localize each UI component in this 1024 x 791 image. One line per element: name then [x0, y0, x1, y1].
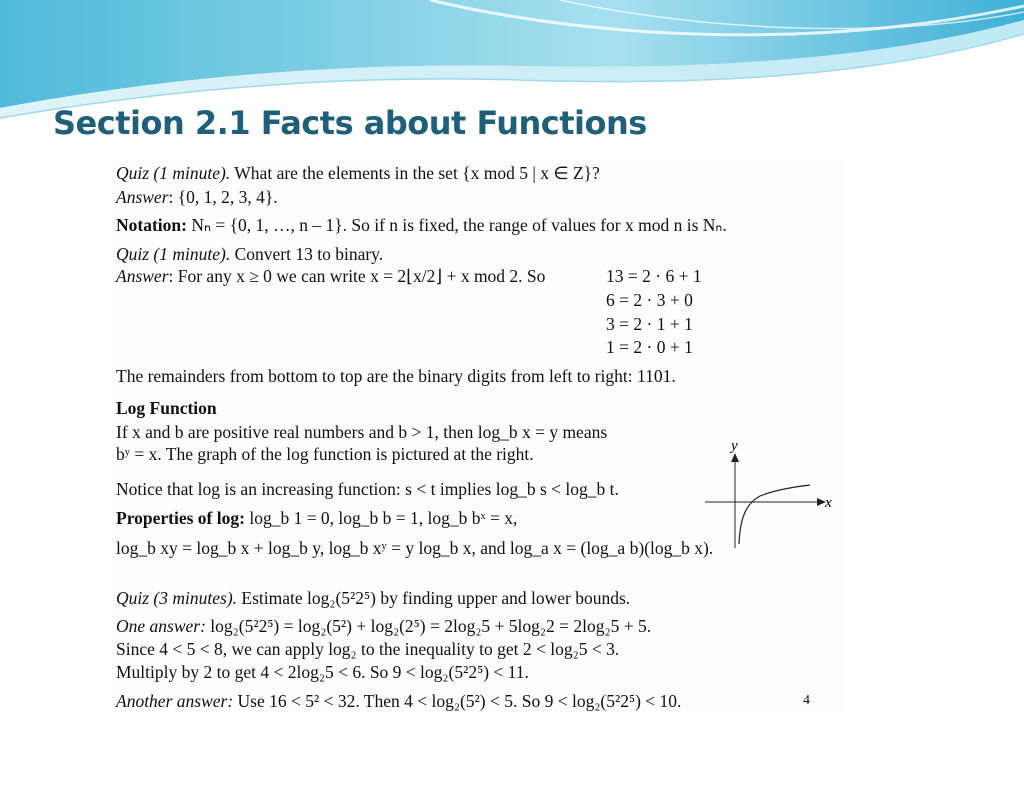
division-equation-1: 13 = 2 · 6 + 1 [606, 266, 702, 286]
answer-label: Answer [116, 187, 169, 207]
notation-text: Nₙ = {0, 1, …, n – 1}. So if n is fixed, the range of values for x mod n is Nₙ. [186, 215, 727, 235]
another-answer-line [116, 691, 681, 711]
notation-line [116, 215, 727, 235]
quiz-binary-line [116, 244, 383, 264]
quiz-text: What are the elements in the set {x mod 5 | x ∈ Z}? [230, 163, 600, 183]
answer-set-line [116, 187, 278, 207]
y-axis-label: y [731, 440, 738, 454]
log-properties-line [116, 508, 517, 528]
document-image [110, 158, 843, 712]
quiz-set-line [116, 163, 600, 183]
log-increasing-line: Notice that log is an increasing function: s < t implies log_b s < log_b t. [116, 479, 619, 499]
properties-label: Properties of log: [116, 508, 245, 528]
answer-binary-line [116, 266, 545, 286]
notation-label: Notation: [116, 215, 187, 235]
log-rules-line: log_b xy = log_b x + log_b y, log_b xʸ = y log_b x, and log_a x = (log_a b)(log_b x). [116, 538, 714, 558]
page-number: 4 [803, 693, 810, 708]
another-answer-label: Another answer: [116, 691, 234, 711]
division-equation-4: 1 = 2 · 0 + 1 [606, 337, 693, 357]
log-definition-line: If x and b are positive real numbers and b > 1, then log_b x = y means [116, 422, 608, 442]
log-function-graph [705, 440, 840, 550]
division-equation-3: 3 = 2 · 1 + 1 [606, 314, 693, 334]
log-function-heading: Log Function [116, 398, 217, 418]
another-answer-text: Use 16 < 5² < 32. Then 4 < log₂(5²) < 5. So 9 < log₂(5²2⁵) < 10. [233, 691, 682, 711]
properties-text: log_b 1 = 0, log_b b = 1, log_b bˣ = x, [244, 508, 518, 528]
page-title: Section 2.1 Facts about Functions [53, 104, 647, 142]
remainders-line: The remainders from bottom to top are the binary digits from left to right: 1101. [116, 366, 676, 386]
quiz-text: Convert 13 to binary. [230, 244, 384, 264]
y-axis-arrow [731, 453, 739, 462]
log-curve [739, 485, 810, 544]
inequality-line: Since 4 < 5 < 8, we can apply log₂ to the inequality to get 2 < log₂5 < 3. [116, 639, 620, 659]
quiz-label: Quiz (1 minute). [116, 244, 231, 264]
one-answer-text: log₂(5²2⁵) = log₂(5²) + log₂(2⁵) = 2log₂5 + 5log₂2 = 2log₂5 + 5. [205, 616, 652, 636]
one-answer-label: One answer: [116, 616, 206, 636]
quiz-estimate-line [116, 588, 630, 608]
quiz-label: Quiz (1 minute). [116, 163, 231, 183]
one-answer-line [116, 616, 651, 636]
multiply-line: Multiply by 2 to get 4 < 2log₂5 < 6. So 9 < log₂(5²2⁵) < 11. [116, 662, 529, 682]
answer-text: : {0, 1, 2, 3, 4}. [168, 187, 278, 207]
log-graph-line: bʸ = x. The graph of the log function is pictured at the right. [116, 444, 534, 464]
answer-label: Answer [116, 266, 169, 286]
quiz-label: Quiz (3 minutes). [116, 588, 238, 608]
division-equation-2: 6 = 2 · 3 + 0 [606, 290, 693, 310]
x-axis-label: x [825, 495, 832, 511]
answer-text: : For any x ≥ 0 we can write x = 2⌊x/2⌋ + x mod 2. So [168, 266, 546, 286]
quiz-text: Estimate log₂(5²2⁵) by finding upper and lower bounds. [237, 588, 631, 608]
